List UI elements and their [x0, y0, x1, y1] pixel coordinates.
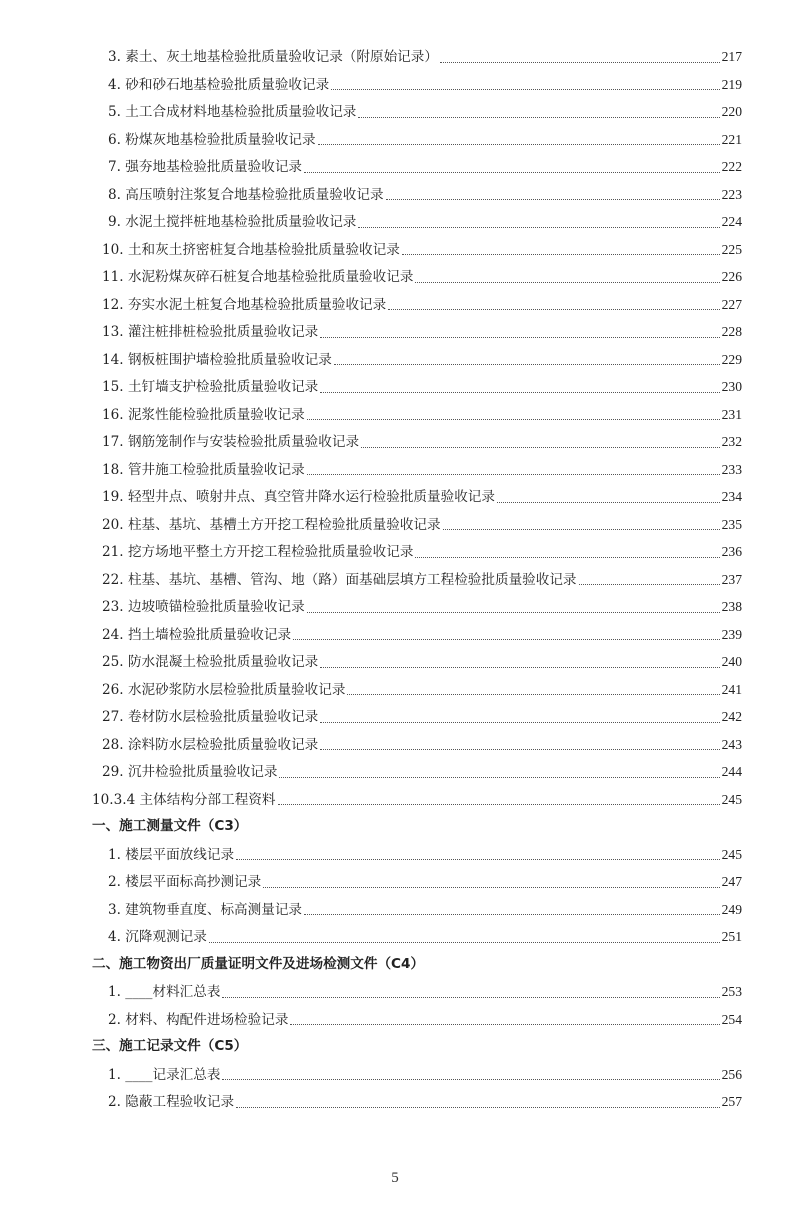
- toc-entry[interactable]: [92, 511, 742, 539]
- dot-leader: [320, 391, 719, 393]
- toc-entry-page-number: 254: [721, 1011, 742, 1027]
- toc-entry[interactable]: [92, 923, 742, 951]
- toc-entry-page-number: 249: [721, 901, 742, 917]
- toc-entry[interactable]: [92, 978, 742, 1006]
- dot-leader: [307, 418, 720, 420]
- toc-entry-page-number: 243: [721, 736, 742, 752]
- toc-entry-page-number: 242: [721, 709, 742, 724]
- dot-leader: [334, 363, 720, 365]
- toc-entry[interactable]: [92, 1061, 742, 1089]
- dot-leader: [222, 1078, 719, 1080]
- toc-entry-title: 1. ____记录汇总表: [108, 1066, 221, 1083]
- toc-entry[interactable]: [92, 621, 742, 649]
- toc-entry-title: 21. 挖方场地平整土方开挖工程检验批质量验收记录: [102, 544, 414, 560]
- toc-entry-page-number: 257: [721, 1094, 742, 1109]
- toc-entry-title: 17. 钢筋笼制作与安装检验批质量验收记录: [102, 434, 360, 450]
- toc-entry-title: 20. 柱基、基坑、基槽土方开挖工程检验批质量验收记录: [102, 516, 441, 533]
- toc-entry-title: 5. 土工合成材料地基检验批质量验收记录: [108, 104, 357, 120]
- toc-entry[interactable]: [92, 758, 742, 786]
- toc-entry[interactable]: [92, 318, 742, 346]
- toc-entry[interactable]: [92, 98, 742, 126]
- dot-leader: [222, 996, 719, 998]
- toc-entry-page-number: 219: [721, 76, 742, 92]
- toc-entry[interactable]: [92, 593, 742, 621]
- toc-entry[interactable]: [92, 153, 742, 181]
- dot-leader: [320, 721, 719, 723]
- toc-entry-page-number: 225: [721, 241, 742, 257]
- toc-entry[interactable]: [92, 373, 742, 401]
- toc-section-heading: [92, 813, 742, 841]
- toc-entry-title: 27. 卷材防水层检验批质量验收记录: [102, 709, 319, 725]
- toc-entry[interactable]: [92, 676, 742, 704]
- toc-entry-title: 26. 水泥砂浆防水层检验批质量验收记录: [102, 681, 346, 698]
- dot-leader: [236, 858, 720, 860]
- toc-entry-title: 三、施工记录文件（C5）: [92, 1038, 248, 1054]
- dot-leader: [290, 1023, 719, 1025]
- toc-entry-page-number: 217: [721, 49, 742, 64]
- toc-entry-page-number: 229: [721, 351, 742, 367]
- toc-entry-page-number: 228: [721, 324, 742, 339]
- dot-leader: [318, 143, 720, 145]
- table-of-contents: [92, 43, 742, 1116]
- toc-entry[interactable]: [92, 43, 742, 71]
- toc-entry-page-number: 233: [721, 461, 742, 477]
- toc-entry-page-number: 226: [721, 269, 742, 284]
- toc-entry-title: 19. 轻型井点、喷射井点、真空管井降水运行检验批质量验收记录: [102, 489, 495, 505]
- toc-entry-title: 28. 涂料防水层检验批质量验收记录: [102, 736, 319, 753]
- dot-leader: [209, 941, 720, 943]
- toc-entry[interactable]: [92, 868, 742, 896]
- toc-entry[interactable]: [92, 263, 742, 291]
- toc-entry[interactable]: [92, 1006, 742, 1034]
- toc-entry-page-number: 251: [721, 929, 742, 944]
- toc-entry-page-number: 239: [721, 626, 742, 642]
- dot-leader: [443, 528, 720, 530]
- toc-entry-page-number: 222: [721, 159, 742, 174]
- toc-entry[interactable]: [92, 236, 742, 264]
- dot-leader: [347, 693, 719, 695]
- toc-entry[interactable]: [92, 786, 742, 814]
- toc-section-heading: [92, 951, 742, 979]
- toc-entry-title: 12. 夯实水泥土桩复合地基检验批质量验收记录: [102, 296, 387, 313]
- toc-entry-page-number: 245: [721, 846, 742, 862]
- toc-entry-title: 6. 粉煤灰地基检验批质量验收记录: [108, 131, 316, 148]
- toc-entry[interactable]: [92, 181, 742, 209]
- dot-leader: [279, 776, 719, 778]
- dot-leader: [320, 748, 719, 750]
- toc-entry[interactable]: [92, 703, 742, 731]
- toc-entry-title: 7. 强夯地基检验批质量验收记录: [108, 159, 303, 175]
- dot-leader: [320, 666, 719, 668]
- toc-entry-title: 2. 楼层平面标高抄测记录: [108, 874, 262, 890]
- toc-entry[interactable]: [92, 483, 742, 511]
- dot-leader: [307, 611, 720, 613]
- toc-section-heading: [92, 1033, 742, 1061]
- toc-entry-page-number: 238: [721, 599, 742, 614]
- toc-entry-title: 4. 砂和砂石地基检验批质量验收记录: [108, 76, 330, 93]
- toc-entry-title: 24. 挡土墙检验批质量验收记录: [102, 626, 292, 643]
- toc-entry-page-number: 223: [721, 186, 742, 202]
- toc-entry-page-number: 231: [721, 406, 742, 422]
- toc-entry-title: 15. 土钉墙支护检验批质量验收记录: [102, 379, 319, 395]
- dot-leader: [402, 253, 720, 255]
- toc-entry-page-number: 227: [721, 296, 742, 312]
- dot-leader: [263, 886, 719, 888]
- toc-entry-page-number: 256: [721, 1066, 742, 1082]
- dot-leader: [304, 171, 720, 173]
- toc-entry[interactable]: [92, 566, 742, 594]
- dot-leader: [361, 446, 720, 448]
- toc-entry-title: 1. ____材料汇总表: [108, 984, 221, 1000]
- toc-entry[interactable]: [92, 456, 742, 484]
- toc-entry-title: 1. 楼层平面放线记录: [108, 846, 235, 863]
- toc-entry[interactable]: [92, 126, 742, 154]
- toc-entry-title: 18. 管井施工检验批质量验收记录: [102, 461, 305, 478]
- toc-entry-title: 2. 隐蔽工程验收记录: [108, 1094, 235, 1110]
- toc-entry-page-number: 221: [721, 131, 742, 147]
- toc-entry-page-number: 240: [721, 654, 742, 669]
- dot-leader: [307, 473, 720, 475]
- toc-entry-title: 3. 素土、灰土地基检验批质量验收记录（附原始记录）: [108, 49, 438, 65]
- dot-leader: [386, 198, 720, 200]
- dot-leader: [415, 556, 719, 558]
- toc-entry-page-number: 253: [721, 984, 742, 999]
- dot-leader: [415, 281, 719, 283]
- toc-entry[interactable]: [92, 428, 742, 456]
- toc-entry-title: 2. 材料、构配件进场检验记录: [108, 1011, 289, 1028]
- toc-entry-page-number: 237: [721, 571, 742, 587]
- dot-leader: [331, 88, 719, 90]
- dot-leader: [358, 116, 719, 118]
- dot-leader: [440, 61, 720, 63]
- toc-entry[interactable]: [92, 896, 742, 924]
- toc-entry-page-number: 244: [721, 764, 742, 779]
- toc-entry-title: 10.3.4 主体结构分部工程资料: [92, 791, 276, 808]
- toc-entry-page-number: 235: [721, 516, 742, 532]
- toc-entry-title: 11. 水泥粉煤灰碎石桩复合地基检验批质量验收记录: [102, 269, 414, 285]
- toc-entry-page-number: 245: [721, 791, 742, 807]
- toc-entry-page-number: 236: [721, 544, 742, 559]
- toc-entry[interactable]: [92, 538, 742, 566]
- dot-leader: [236, 1106, 720, 1108]
- toc-entry-page-number: 230: [721, 379, 742, 394]
- dot-leader: [293, 638, 720, 640]
- toc-entry-title: 22. 柱基、基坑、基槽、管沟、地（路）面基础层填方工程检验批质量验收记录: [102, 571, 577, 588]
- toc-entry-title: 14. 钢板桩围护墙检验批质量验收记录: [102, 351, 332, 368]
- dot-leader: [358, 226, 719, 228]
- toc-entry[interactable]: [92, 731, 742, 759]
- toc-entry-page-number: 241: [721, 681, 742, 697]
- toc-entry[interactable]: [92, 346, 742, 374]
- toc-entry-page-number: 224: [721, 214, 742, 229]
- toc-entry[interactable]: [92, 841, 742, 869]
- toc-entry[interactable]: [92, 401, 742, 429]
- toc-entry[interactable]: [92, 291, 742, 319]
- toc-entry-title: 13. 灌注桩排桩检验批质量验收记录: [102, 324, 319, 340]
- page-number: 5: [391, 1170, 399, 1186]
- toc-entry-title: 16. 泥浆性能检验批质量验收记录: [102, 406, 305, 423]
- toc-entry-title: 23. 边坡喷锚检验批质量验收记录: [102, 599, 305, 615]
- toc-entry-title: 一、施工测量文件（C3）: [92, 818, 248, 834]
- toc-entry-page-number: 220: [721, 104, 742, 119]
- dot-leader: [304, 913, 720, 915]
- toc-entry-title: 25. 防水混凝土检验批质量验收记录: [102, 654, 319, 670]
- dot-leader: [320, 336, 719, 338]
- toc-entry-title: 3. 建筑物垂直度、标高测量记录: [108, 901, 303, 918]
- toc-entry-title: 29. 沉井检验批质量验收记录: [102, 764, 278, 780]
- dot-leader: [497, 501, 720, 503]
- toc-entry-page-number: 247: [721, 874, 742, 889]
- toc-entry[interactable]: [92, 648, 742, 676]
- dot-leader: [388, 308, 719, 310]
- toc-entry-page-number: 232: [721, 434, 742, 449]
- toc-entry-title: 4. 沉降观测记录: [108, 929, 207, 945]
- toc-entry-title: 二、施工物资出厂质量证明文件及进场检测文件（C4）: [92, 955, 425, 972]
- toc-entry[interactable]: [92, 1088, 742, 1116]
- toc-entry[interactable]: [92, 208, 742, 236]
- toc-entry-page-number: 234: [721, 489, 742, 504]
- dot-leader: [278, 803, 720, 805]
- dot-leader: [579, 583, 720, 585]
- toc-entry-title: 9. 水泥土搅拌桩地基检验批质量验收记录: [108, 214, 357, 230]
- toc-entry-title: 8. 高压喷射注浆复合地基检验批质量验收记录: [108, 186, 384, 203]
- toc-entry[interactable]: [92, 71, 742, 99]
- toc-entry-title: 10. 土和灰土挤密桩复合地基检验批质量验收记录: [102, 241, 400, 258]
